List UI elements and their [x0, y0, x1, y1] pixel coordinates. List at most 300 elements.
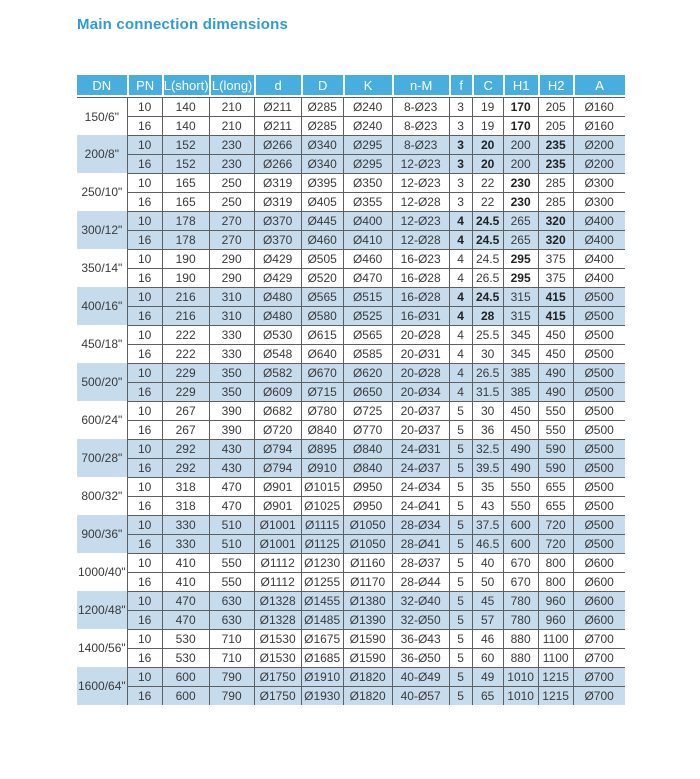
value-cell: 230: [503, 173, 538, 192]
value-cell: Ø1590: [343, 629, 392, 648]
table-row: [77, 496, 625, 515]
value-cell: 235: [538, 135, 573, 154]
value-cell: Ø794: [254, 439, 301, 458]
value-cell: 5: [449, 496, 472, 515]
value-cell: 229: [162, 363, 209, 382]
value-cell: 285: [538, 192, 573, 211]
value-cell: 3: [449, 135, 472, 154]
value-cell: 216: [162, 306, 209, 325]
dn-cell: 150/6": [77, 97, 127, 135]
value-cell: 20: [472, 135, 503, 154]
value-cell: Ø1820: [343, 667, 392, 686]
value-cell: Ø1230: [301, 553, 343, 572]
value-cell: 285: [538, 173, 573, 192]
value-cell: 4: [449, 325, 472, 344]
table-row: [77, 382, 625, 401]
value-cell: 45: [472, 591, 503, 610]
value-cell: 292: [162, 458, 209, 477]
value-cell: Ø1050: [343, 515, 392, 534]
column-header-d: D: [301, 75, 343, 97]
value-cell: 410: [162, 553, 209, 572]
table-row: [77, 572, 625, 591]
table-row: [77, 591, 625, 610]
value-cell: 8-Ø23: [392, 135, 449, 154]
value-cell: 960: [538, 591, 573, 610]
value-cell: Ø700: [573, 667, 625, 686]
value-cell: 800: [538, 553, 573, 572]
value-cell: 4: [449, 363, 472, 382]
value-cell: Ø950: [343, 496, 392, 515]
value-cell: 5: [449, 667, 472, 686]
value-cell: Ø319: [254, 192, 301, 211]
value-cell: 318: [162, 477, 209, 496]
value-cell: 28-Ø34: [392, 515, 449, 534]
value-cell: 330: [162, 534, 209, 553]
value-cell: Ø429: [254, 249, 301, 268]
value-cell: 780: [503, 610, 538, 629]
value-cell: 670: [503, 553, 538, 572]
value-cell: 190: [162, 249, 209, 268]
value-cell: Ø700: [573, 686, 625, 705]
table-row: [77, 97, 625, 116]
value-cell: Ø500: [573, 458, 625, 477]
value-cell: 20-Ø28: [392, 363, 449, 382]
value-cell: 24-Ø41: [392, 496, 449, 515]
value-cell: 345: [503, 325, 538, 344]
value-cell: 24.5: [472, 211, 503, 230]
value-cell: 16: [127, 420, 162, 439]
page-title: Main connection dimensions: [77, 16, 289, 33]
value-cell: 320: [538, 230, 573, 249]
value-cell: Ø240: [343, 97, 392, 116]
value-cell: 24.5: [472, 287, 503, 306]
value-cell: Ø615: [301, 325, 343, 344]
value-cell: 265: [503, 211, 538, 230]
value-cell: Ø480: [254, 306, 301, 325]
value-cell: Ø1390: [343, 610, 392, 629]
value-cell: 415: [538, 287, 573, 306]
dn-cell: 450/18": [81, 337, 123, 351]
value-cell: 5: [449, 534, 472, 553]
value-cell: Ø548: [254, 344, 301, 363]
value-cell: 46.5: [472, 534, 503, 553]
value-cell: 4: [449, 249, 472, 268]
value-cell: 200: [503, 135, 538, 154]
value-cell: Ø901: [254, 477, 301, 496]
value-cell: 375: [538, 268, 573, 287]
value-cell: 330: [209, 325, 254, 344]
dn-cell: 350/14": [81, 261, 123, 275]
value-cell: 450: [503, 401, 538, 420]
value-cell: Ø340: [301, 135, 343, 154]
value-cell: Ø530: [254, 325, 301, 344]
value-cell: 295: [503, 249, 538, 268]
value-cell: 10: [127, 477, 162, 496]
value-cell: Ø211: [254, 97, 301, 116]
value-cell: Ø1015: [301, 477, 343, 496]
value-cell: 32-Ø50: [392, 610, 449, 629]
value-cell: Ø1328: [254, 591, 301, 610]
value-cell: Ø725: [343, 401, 392, 420]
value-cell: Ø295: [343, 154, 392, 173]
value-cell: Ø500: [573, 382, 625, 401]
value-cell: Ø370: [254, 230, 301, 249]
value-cell: 3: [449, 116, 472, 135]
column-header-dn: DN: [77, 75, 127, 97]
dn-cell: 400/16": [77, 287, 127, 325]
value-cell: 250: [209, 173, 254, 192]
value-cell: Ø500: [573, 515, 625, 534]
value-cell: 30: [472, 344, 503, 363]
value-cell: 490: [538, 382, 573, 401]
value-cell: 267: [162, 401, 209, 420]
value-cell: Ø355: [343, 192, 392, 211]
value-cell: 290: [209, 249, 254, 268]
column-header-l-short: L(short): [162, 75, 209, 97]
value-cell: 210: [209, 116, 254, 135]
value-cell: 36: [472, 420, 503, 439]
value-cell: 178: [162, 230, 209, 249]
value-cell: 5: [449, 591, 472, 610]
value-cell: Ø620: [343, 363, 392, 382]
table-row: [77, 249, 625, 268]
table-row: [77, 287, 625, 306]
value-cell: 350: [209, 363, 254, 382]
value-cell: 40: [472, 553, 503, 572]
value-cell: Ø500: [573, 534, 625, 553]
value-cell: Ø1170: [343, 572, 392, 591]
value-cell: 216: [162, 287, 209, 306]
value-cell: 10: [127, 629, 162, 648]
value-cell: 530: [162, 648, 209, 667]
value-cell: 295: [503, 268, 538, 287]
value-cell: 320: [538, 211, 573, 230]
value-cell: Ø500: [573, 477, 625, 496]
value-cell: Ø1125: [301, 534, 343, 553]
value-cell: 490: [538, 363, 573, 382]
value-cell: Ø515: [343, 287, 392, 306]
value-cell: 205: [538, 116, 573, 135]
value-cell: 550: [538, 420, 573, 439]
table-row: [77, 515, 625, 534]
value-cell: 50: [472, 572, 503, 591]
value-cell: 4: [449, 344, 472, 363]
value-cell: 720: [538, 534, 573, 553]
value-cell: 222: [162, 344, 209, 363]
value-cell: 350: [209, 382, 254, 401]
table-row: [77, 154, 625, 173]
value-cell: Ø715: [301, 382, 343, 401]
value-cell: 5: [449, 420, 472, 439]
value-cell: Ø1380: [343, 591, 392, 610]
value-cell: 5: [449, 439, 472, 458]
value-cell: 20: [472, 154, 503, 173]
value-cell: 10: [127, 591, 162, 610]
value-cell: Ø901: [254, 496, 301, 515]
value-cell: Ø609: [254, 382, 301, 401]
value-cell: Ø160: [573, 97, 625, 116]
table-row: [77, 439, 625, 458]
value-cell: 345: [503, 344, 538, 363]
column-header-l-long: L(long): [209, 75, 254, 97]
value-cell: 12-Ø28: [392, 230, 449, 249]
dn-cell: 800/32": [81, 489, 123, 503]
value-cell: Ø1455: [301, 591, 343, 610]
column-header-n-m: n-M: [392, 75, 449, 97]
value-cell: 5: [449, 686, 472, 705]
value-cell: 790: [209, 667, 254, 686]
table-row: [77, 420, 625, 439]
value-cell: 230: [209, 135, 254, 154]
value-cell: 140: [162, 116, 209, 135]
value-cell: 16-Ø31: [392, 306, 449, 325]
value-cell: 265: [503, 230, 538, 249]
value-cell: Ø700: [573, 629, 625, 648]
value-cell: 37.5: [472, 515, 503, 534]
value-cell: Ø295: [343, 135, 392, 154]
value-cell: 57: [472, 610, 503, 629]
dn-cell: 600/24": [81, 413, 123, 427]
table-body: [77, 97, 625, 705]
value-cell: 1100: [538, 648, 573, 667]
value-cell: 1215: [538, 667, 573, 686]
value-cell: 24.5: [472, 249, 503, 268]
dn-cell: 1000/40": [78, 565, 126, 579]
value-cell: 16: [127, 306, 162, 325]
value-cell: 60: [472, 648, 503, 667]
table-row: [77, 135, 625, 154]
value-cell: 28-Ø44: [392, 572, 449, 591]
value-cell: 65: [472, 686, 503, 705]
value-cell: Ø670: [301, 363, 343, 382]
value-cell: 1215: [538, 686, 573, 705]
value-cell: 230: [503, 192, 538, 211]
value-cell: 315: [503, 287, 538, 306]
value-cell: 600: [503, 534, 538, 553]
table-row: [77, 401, 625, 420]
value-cell: Ø840: [301, 420, 343, 439]
value-cell: 310: [209, 306, 254, 325]
table-row: [77, 610, 625, 629]
column-header-k: K: [343, 75, 392, 97]
value-cell: 36-Ø50: [392, 648, 449, 667]
value-cell: 600: [503, 515, 538, 534]
dn-cell: 1400/56": [78, 641, 126, 655]
value-cell: 600: [162, 667, 209, 686]
value-cell: Ø350: [343, 173, 392, 192]
value-cell: Ø780: [301, 401, 343, 420]
value-cell: Ø500: [573, 344, 625, 363]
value-cell: Ø400: [573, 211, 625, 230]
value-cell: 550: [503, 477, 538, 496]
value-cell: Ø840: [343, 439, 392, 458]
table-row: [77, 686, 625, 705]
table-row: [77, 211, 625, 230]
column-header-d: d: [254, 75, 301, 97]
value-cell: Ø1675: [301, 629, 343, 648]
value-cell: 430: [209, 439, 254, 458]
value-cell: Ø285: [301, 116, 343, 135]
value-cell: 170: [503, 116, 538, 135]
value-cell: 710: [209, 629, 254, 648]
value-cell: 470: [209, 477, 254, 496]
value-cell: 655: [538, 477, 573, 496]
value-cell: 200: [503, 154, 538, 173]
value-cell: 16-Ø23: [392, 249, 449, 268]
value-cell: 40-Ø57: [392, 686, 449, 705]
value-cell: 1100: [538, 629, 573, 648]
column-header-a: A: [573, 75, 625, 97]
value-cell: Ø1001: [254, 534, 301, 553]
value-cell: Ø460: [343, 249, 392, 268]
value-cell: 140: [162, 97, 209, 116]
value-cell: Ø400: [573, 268, 625, 287]
value-cell: 230: [209, 154, 254, 173]
value-cell: Ø600: [573, 553, 625, 572]
value-cell: Ø565: [301, 287, 343, 306]
value-cell: Ø1930: [301, 686, 343, 705]
value-cell: 20-Ø37: [392, 401, 449, 420]
value-cell: 16-Ø28: [392, 268, 449, 287]
value-cell: 1010: [503, 686, 538, 705]
value-cell: Ø400: [343, 211, 392, 230]
value-cell: 292: [162, 439, 209, 458]
value-cell: 16: [127, 686, 162, 705]
value-cell: 410: [162, 572, 209, 591]
value-cell: Ø340: [301, 154, 343, 173]
value-cell: Ø1590: [343, 648, 392, 667]
value-cell: Ø1820: [343, 686, 392, 705]
value-cell: 10: [127, 173, 162, 192]
value-cell: Ø520: [301, 268, 343, 287]
value-cell: Ø1255: [301, 572, 343, 591]
dn-cell: 900/36": [77, 515, 127, 553]
dn-cell: 200/8": [77, 135, 127, 173]
value-cell: Ø460: [301, 230, 343, 249]
value-cell: 630: [209, 591, 254, 610]
value-cell: Ø480: [254, 287, 301, 306]
value-cell: 490: [503, 439, 538, 458]
value-cell: Ø429: [254, 268, 301, 287]
value-cell: 30: [472, 401, 503, 420]
dn-cell: 500/20": [77, 363, 127, 401]
value-cell: 490: [503, 458, 538, 477]
column-header-f: f: [449, 75, 472, 97]
value-cell: 16: [127, 572, 162, 591]
value-cell: 450: [538, 325, 573, 344]
value-cell: 210: [209, 97, 254, 116]
table-row: [77, 306, 625, 325]
value-cell: 310: [209, 287, 254, 306]
value-cell: Ø211: [254, 116, 301, 135]
value-cell: 5: [449, 553, 472, 572]
table-row: [77, 629, 625, 648]
value-cell: 24-Ø37: [392, 458, 449, 477]
value-cell: 16: [127, 192, 162, 211]
value-cell: Ø500: [573, 325, 625, 344]
value-cell: Ø1115: [301, 515, 343, 534]
value-cell: 5: [449, 458, 472, 477]
value-cell: 800: [538, 572, 573, 591]
column-header-h1: H1: [503, 75, 538, 97]
value-cell: 880: [503, 648, 538, 667]
value-cell: 315: [503, 306, 538, 325]
value-cell: 550: [503, 496, 538, 515]
value-cell: 4: [449, 268, 472, 287]
value-cell: 550: [538, 401, 573, 420]
value-cell: Ø500: [573, 420, 625, 439]
value-cell: 12-Ø23: [392, 211, 449, 230]
value-cell: 235: [538, 154, 573, 173]
table-row: [77, 363, 625, 382]
value-cell: 16: [127, 382, 162, 401]
value-cell: 16: [127, 230, 162, 249]
value-cell: 330: [209, 344, 254, 363]
dn-cell: 250/10": [81, 185, 123, 199]
value-cell: Ø470: [343, 268, 392, 287]
value-cell: 20-Ø28: [392, 325, 449, 344]
value-cell: Ø720: [254, 420, 301, 439]
value-cell: Ø266: [254, 154, 301, 173]
value-cell: 40-Ø49: [392, 667, 449, 686]
value-cell: 5: [449, 477, 472, 496]
value-cell: 36-Ø43: [392, 629, 449, 648]
value-cell: 26.5: [472, 268, 503, 287]
value-cell: Ø1025: [301, 496, 343, 515]
value-cell: 10: [127, 401, 162, 420]
table-row: [77, 477, 625, 496]
value-cell: 25.5: [472, 325, 503, 344]
value-cell: Ø266: [254, 135, 301, 154]
value-cell: Ø650: [343, 382, 392, 401]
column-header-pn: PN: [127, 75, 162, 97]
value-cell: 16: [127, 344, 162, 363]
value-cell: 590: [538, 458, 573, 477]
value-cell: Ø600: [573, 572, 625, 591]
value-cell: 470: [209, 496, 254, 515]
table-row: [77, 667, 625, 686]
value-cell: Ø525: [343, 306, 392, 325]
column-header-h2: H2: [538, 75, 573, 97]
value-cell: 550: [209, 572, 254, 591]
value-cell: 10: [127, 97, 162, 116]
value-cell: 470: [162, 591, 209, 610]
value-cell: Ø1750: [254, 667, 301, 686]
value-cell: 28: [472, 306, 503, 325]
value-cell: 32-Ø40: [392, 591, 449, 610]
value-cell: Ø500: [573, 287, 625, 306]
value-cell: 16: [127, 534, 162, 553]
value-cell: 4: [449, 382, 472, 401]
value-cell: 550: [209, 553, 254, 572]
value-cell: Ø1685: [301, 648, 343, 667]
value-cell: Ø950: [343, 477, 392, 496]
value-cell: 46: [472, 629, 503, 648]
value-cell: 5: [449, 515, 472, 534]
table-row: [77, 648, 625, 667]
value-cell: 16-Ø28: [392, 287, 449, 306]
table-header: [77, 75, 625, 97]
dn-cell: 1600/64": [77, 667, 127, 705]
value-cell: Ø240: [343, 116, 392, 135]
value-cell: 10: [127, 553, 162, 572]
value-cell: Ø319: [254, 173, 301, 192]
value-cell: 880: [503, 629, 538, 648]
value-cell: 710: [209, 648, 254, 667]
value-cell: Ø1530: [254, 629, 301, 648]
value-cell: 205: [538, 97, 573, 116]
value-cell: 16: [127, 610, 162, 629]
